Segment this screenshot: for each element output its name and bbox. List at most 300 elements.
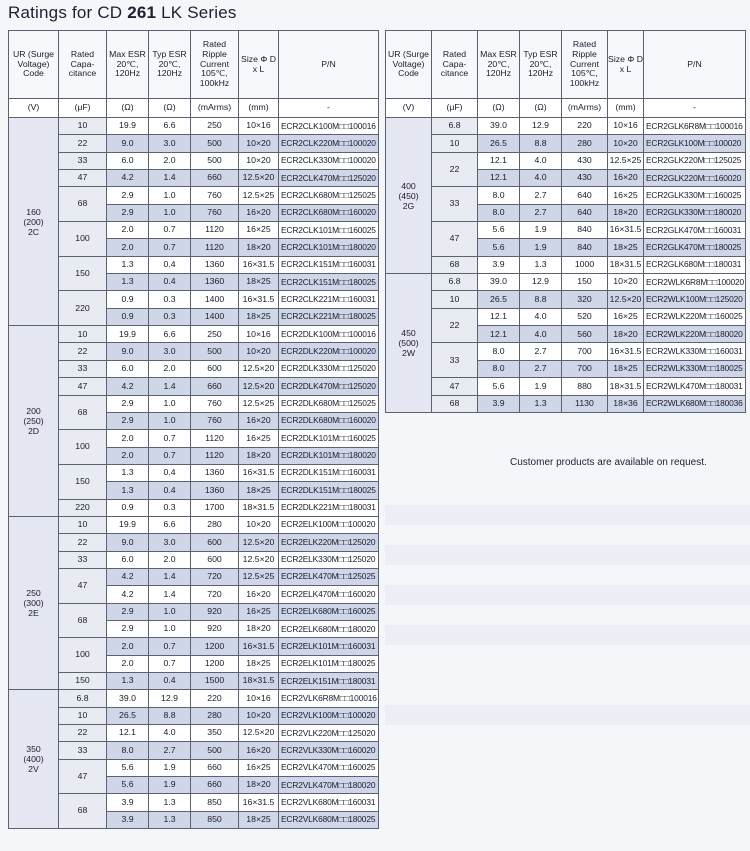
table-row — [9, 343, 379, 360]
voltage-code-cell: 400 (450) 2G — [386, 118, 432, 274]
ripple-cell: 1360 — [191, 256, 239, 273]
size-cell: 16×25 — [239, 603, 279, 620]
size-cell: 10×20 — [239, 343, 279, 360]
typ-esr-cell: 1.3 — [149, 811, 191, 828]
max-esr-cell: 39.0 — [478, 118, 520, 135]
ripple-cell: 760 — [191, 412, 239, 429]
part-number-cell: ECR2DLK330M□□125020 — [279, 360, 379, 377]
unit-max-esr: (Ω) — [478, 99, 520, 118]
capacitance-cell: 33 — [59, 360, 107, 377]
capacitance-cell: 220 — [59, 291, 107, 326]
typ-esr-cell: 1.9 — [149, 759, 191, 776]
max-esr-cell: 26.5 — [478, 135, 520, 152]
part-number-cell: ECR2GLK6R8M□□100016 — [644, 118, 746, 135]
size-cell: 16×20 — [239, 412, 279, 429]
page-title: Ratings for CD 261 LK Series — [8, 3, 237, 22]
size-cell: 12.5×25 — [239, 187, 279, 204]
capacitance-cell: 150 — [59, 464, 107, 499]
max-esr-cell: 5.6 — [478, 222, 520, 239]
part-number-cell: ECR2ELK100M□□100020 — [279, 516, 379, 533]
typ-esr-cell: 8.8 — [520, 291, 562, 308]
size-cell: 18×25 — [608, 239, 644, 256]
max-esr-cell: 6.0 — [107, 360, 149, 377]
ripple-cell: 880 — [562, 378, 608, 395]
size-cell: 12.5×20 — [608, 291, 644, 308]
table-row — [9, 638, 379, 655]
header-ripple-current: Rated Ripple Current 105℃, 100kHz — [191, 31, 239, 99]
max-esr-cell: 6.0 — [107, 152, 149, 169]
ripple-cell: 220 — [562, 118, 608, 135]
typ-esr-cell: 6.6 — [149, 326, 191, 343]
size-cell: 16×31.5 — [239, 291, 279, 308]
ripple-cell: 1500 — [191, 673, 239, 690]
table-row — [9, 673, 379, 690]
capacitance-cell: 100 — [59, 430, 107, 465]
ripple-cell: 1360 — [191, 482, 239, 499]
voltage-code-cell: 160 (200) 2C — [9, 118, 59, 326]
typ-esr-cell: 1.4 — [149, 170, 191, 187]
size-cell: 16×25 — [239, 430, 279, 447]
size-cell: 18×31.5 — [608, 256, 644, 273]
max-esr-cell: 6.0 — [107, 551, 149, 568]
capacitance-cell: 6.8 — [59, 690, 107, 707]
typ-esr-cell: 12.9 — [149, 690, 191, 707]
header-surge-voltage: UR (Surge Voltage) Code — [386, 31, 432, 99]
size-cell: 18×20 — [239, 447, 279, 464]
capacitance-cell: 33 — [432, 187, 478, 222]
part-number-cell: ECR2GLK330M□□160025 — [644, 187, 746, 204]
voltage-code-cell: 250 (300) 2E — [9, 516, 59, 689]
capacitance-cell: 10 — [59, 326, 107, 343]
table-row — [9, 464, 379, 481]
table-row — [9, 326, 379, 343]
ripple-cell: 1120 — [191, 447, 239, 464]
max-esr-cell: 1.3 — [107, 482, 149, 499]
capacitance-cell: 22 — [432, 308, 478, 343]
size-cell: 16×31.5 — [239, 638, 279, 655]
table-row — [386, 343, 746, 360]
ripple-cell: 1700 — [191, 499, 239, 516]
ripple-cell: 660 — [191, 777, 239, 794]
part-number-cell: ECR2DLK680M□□125025 — [279, 395, 379, 412]
table-row — [9, 395, 379, 412]
part-number-cell: ECR2DLK100M□□100016 — [279, 326, 379, 343]
capacitance-cell: 22 — [59, 534, 107, 551]
part-number-cell: ECR2VLK220M□□125020 — [279, 725, 379, 742]
ripple-cell: 920 — [191, 603, 239, 620]
ripple-cell: 660 — [191, 759, 239, 776]
part-number-cell: ECR2ELK470M□□125025 — [279, 568, 379, 585]
size-cell: 18×31.5 — [239, 673, 279, 690]
size-cell: 18×36 — [608, 395, 644, 412]
header-capacitance: Rated Capa- citance — [432, 31, 478, 99]
part-number-cell: ECR2ELK680M□□160025 — [279, 603, 379, 620]
max-esr-cell: 26.5 — [107, 707, 149, 724]
ripple-cell: 560 — [562, 326, 608, 343]
ripple-cell: 600 — [191, 360, 239, 377]
part-number-cell: ECR2GLK470M□□160031 — [644, 222, 746, 239]
part-number-cell: ECR2CLK680M□□160020 — [279, 204, 379, 221]
part-number-cell: ECR2CLK221M□□180025 — [279, 308, 379, 325]
size-cell: 16×31.5 — [239, 794, 279, 811]
typ-esr-cell: 1.9 — [520, 222, 562, 239]
typ-esr-cell: 4.0 — [520, 326, 562, 343]
table-row — [9, 360, 379, 377]
typ-esr-cell: 1.9 — [149, 777, 191, 794]
ripple-cell: 850 — [191, 811, 239, 828]
part-number-cell: ECR2WLK100M□□125020 — [644, 291, 746, 308]
max-esr-cell: 3.9 — [107, 811, 149, 828]
table-row — [9, 135, 379, 152]
part-number-cell: ECR2DLK101M□□160025 — [279, 430, 379, 447]
max-esr-cell: 3.9 — [107, 794, 149, 811]
ripple-cell: 640 — [562, 204, 608, 221]
size-cell: 18×20 — [239, 620, 279, 637]
max-esr-cell: 1.3 — [107, 464, 149, 481]
typ-esr-cell: 0.4 — [149, 482, 191, 499]
ratings-table-left — [8, 30, 379, 829]
size-cell: 18×25 — [239, 655, 279, 672]
max-esr-cell: 39.0 — [107, 690, 149, 707]
unit-voltage: (V) — [9, 99, 59, 118]
ripple-cell: 660 — [191, 378, 239, 395]
ripple-cell: 430 — [562, 152, 608, 169]
capacitance-cell: 10 — [432, 135, 478, 152]
size-cell: 10×16 — [239, 118, 279, 135]
size-cell: 12.5×20 — [239, 360, 279, 377]
typ-esr-cell: 0.4 — [149, 256, 191, 273]
ripple-cell: 150 — [562, 274, 608, 291]
part-number-cell: ECR2ELK151M□□180031 — [279, 673, 379, 690]
typ-esr-cell: 12.9 — [520, 274, 562, 291]
ripple-cell: 720 — [191, 568, 239, 585]
max-esr-cell: 9.0 — [107, 534, 149, 551]
table-row — [9, 551, 379, 568]
ripple-cell: 700 — [562, 360, 608, 377]
typ-esr-cell: 6.6 — [149, 118, 191, 135]
table-row — [9, 152, 379, 169]
part-number-cell: ECR2WLK330M□□180025 — [644, 360, 746, 377]
max-esr-cell: 2.9 — [107, 620, 149, 637]
size-cell: 16×31.5 — [608, 343, 644, 360]
part-number-cell: ECR2WLK470M□□180031 — [644, 378, 746, 395]
header-typ-esr: Typ ESR 20℃, 120Hz — [520, 31, 562, 99]
typ-esr-cell: 1.9 — [520, 378, 562, 395]
size-cell: 18×25 — [608, 360, 644, 377]
typ-esr-cell: 1.9 — [520, 239, 562, 256]
unit-capacitance: (μF) — [59, 99, 107, 118]
size-cell: 18×31.5 — [239, 499, 279, 516]
max-esr-cell: 9.0 — [107, 135, 149, 152]
size-cell: 10×20 — [239, 516, 279, 533]
typ-esr-cell: 2.0 — [149, 152, 191, 169]
size-cell: 10×20 — [239, 135, 279, 152]
capacitance-cell: 6.8 — [432, 118, 478, 135]
ripple-cell: 600 — [191, 551, 239, 568]
size-cell: 12.5×25 — [608, 152, 644, 169]
ratings-table-right — [385, 30, 746, 413]
capacitance-cell: 33 — [432, 343, 478, 378]
typ-esr-cell: 0.7 — [149, 222, 191, 239]
capacitance-cell: 33 — [59, 152, 107, 169]
unit-size: (mm) — [239, 99, 279, 118]
max-esr-cell: 0.9 — [107, 499, 149, 516]
part-number-cell: ECR2VLK470M□□180020 — [279, 777, 379, 794]
table-row — [9, 430, 379, 447]
table-row — [386, 152, 746, 169]
table-row — [9, 256, 379, 273]
size-cell: 16×20 — [239, 586, 279, 603]
max-esr-cell: 12.1 — [478, 326, 520, 343]
typ-esr-cell: 12.9 — [520, 118, 562, 135]
size-cell: 16×25 — [239, 759, 279, 776]
max-esr-cell: 9.0 — [107, 343, 149, 360]
capacitance-cell: 6.8 — [432, 274, 478, 291]
capacitance-cell: 10 — [432, 291, 478, 308]
table-row — [9, 534, 379, 551]
size-cell: 18×20 — [239, 239, 279, 256]
table-row — [386, 308, 746, 325]
voltage-code-cell: 450 (500) 2W — [386, 274, 432, 413]
header-size: Size Φ D x L — [239, 31, 279, 99]
max-esr-cell: 3.9 — [478, 395, 520, 412]
size-cell: 10×20 — [239, 152, 279, 169]
capacitance-cell: 68 — [59, 794, 107, 829]
max-esr-cell: 2.0 — [107, 239, 149, 256]
max-esr-cell: 8.0 — [478, 204, 520, 221]
ripple-cell: 500 — [191, 152, 239, 169]
size-cell: 16×31.5 — [608, 222, 644, 239]
header-typ-esr: Typ ESR 20℃, 120Hz — [149, 31, 191, 99]
table-row — [386, 118, 746, 135]
size-cell: 10×20 — [608, 135, 644, 152]
part-number-cell: ECR2DLK220M□□100020 — [279, 343, 379, 360]
ripple-cell: 1000 — [562, 256, 608, 273]
table-row — [9, 725, 379, 742]
ripple-cell: 760 — [191, 204, 239, 221]
max-esr-cell: 19.9 — [107, 118, 149, 135]
unit-voltage: (V) — [386, 99, 432, 118]
max-esr-cell: 2.0 — [107, 222, 149, 239]
ripple-cell: 250 — [191, 326, 239, 343]
part-number-cell: ECR2CLK100M□□100016 — [279, 118, 379, 135]
typ-esr-cell: 1.4 — [149, 378, 191, 395]
capacitance-cell: 100 — [59, 638, 107, 673]
header-part-number: P/N — [644, 31, 746, 99]
part-number-cell: ECR2ELK680M□□180020 — [279, 620, 379, 637]
max-esr-cell: 4.2 — [107, 170, 149, 187]
table-row — [386, 135, 746, 152]
header-max-esr: Max ESR 20℃, 120Hz — [478, 31, 520, 99]
max-esr-cell: 2.9 — [107, 395, 149, 412]
table-row — [9, 707, 379, 724]
part-number-cell: ECR2VLK330M□□160020 — [279, 742, 379, 759]
max-esr-cell: 12.1 — [478, 152, 520, 169]
size-cell: 18×25 — [239, 811, 279, 828]
max-esr-cell: 5.6 — [478, 378, 520, 395]
ripple-cell: 1130 — [562, 395, 608, 412]
typ-esr-cell: 3.0 — [149, 135, 191, 152]
typ-esr-cell: 1.3 — [149, 794, 191, 811]
part-number-cell: ECR2CLK101M□□160025 — [279, 222, 379, 239]
typ-esr-cell: 0.4 — [149, 274, 191, 291]
unit-typ-esr: (Ω) — [149, 99, 191, 118]
ripple-cell: 1400 — [191, 308, 239, 325]
part-number-cell: ECR2CLK470M□□125020 — [279, 170, 379, 187]
table-row — [9, 794, 379, 811]
part-number-cell: ECR2ELK101M□□160031 — [279, 638, 379, 655]
size-cell: 16×20 — [608, 170, 644, 187]
max-esr-cell: 2.9 — [107, 204, 149, 221]
ripple-cell: 430 — [562, 170, 608, 187]
unit-part-number: - — [644, 99, 746, 118]
max-esr-cell: 19.9 — [107, 326, 149, 343]
header-surge-voltage: UR (Surge Voltage) Code — [9, 31, 59, 99]
ripple-cell: 850 — [191, 794, 239, 811]
max-esr-cell: 39.0 — [478, 274, 520, 291]
max-esr-cell: 1.3 — [107, 256, 149, 273]
typ-esr-cell: 1.0 — [149, 603, 191, 620]
capacitance-cell: 47 — [59, 568, 107, 603]
capacitance-cell: 68 — [432, 395, 478, 412]
size-cell: 16×20 — [239, 742, 279, 759]
part-number-cell: ECR2WLK220M□□180020 — [644, 326, 746, 343]
ripple-cell: 1120 — [191, 239, 239, 256]
part-number-cell: ECR2VLK470M□□160025 — [279, 759, 379, 776]
max-esr-cell: 4.2 — [107, 586, 149, 603]
capacitance-cell: 10 — [59, 516, 107, 533]
size-cell: 12.5×25 — [239, 568, 279, 585]
typ-esr-cell: 3.0 — [149, 343, 191, 360]
size-cell: 10×16 — [239, 326, 279, 343]
table-row — [9, 516, 379, 533]
capacitance-cell: 22 — [59, 343, 107, 360]
typ-esr-cell: 4.0 — [520, 308, 562, 325]
table-row — [386, 222, 746, 239]
size-cell: 18×20 — [608, 326, 644, 343]
capacitance-cell: 47 — [59, 378, 107, 395]
table-row — [9, 291, 379, 308]
table-row — [9, 187, 379, 204]
part-number-cell: ECR2DLK221M□□180031 — [279, 499, 379, 516]
size-cell: 18×25 — [239, 274, 279, 291]
typ-esr-cell: 2.0 — [149, 551, 191, 568]
unit-part-number: - — [279, 99, 379, 118]
part-number-cell: ECR2DLK151M□□180025 — [279, 482, 379, 499]
size-cell: 10×20 — [608, 274, 644, 291]
size-cell: 16×20 — [239, 204, 279, 221]
size-cell: 16×25 — [608, 308, 644, 325]
part-number-cell: ECR2GLK470M□□180025 — [644, 239, 746, 256]
max-esr-cell: 4.2 — [107, 378, 149, 395]
part-number-cell: ECR2GLK100M□□100020 — [644, 135, 746, 152]
max-esr-cell: 2.0 — [107, 447, 149, 464]
part-number-cell: ECR2CLK151M□□160031 — [279, 256, 379, 273]
ripple-cell: 700 — [562, 343, 608, 360]
typ-esr-cell: 1.0 — [149, 412, 191, 429]
max-esr-cell: 2.9 — [107, 412, 149, 429]
unit-typ-esr: (Ω) — [520, 99, 562, 118]
capacitance-cell: 22 — [59, 135, 107, 152]
part-number-cell: ECR2VLK6R8M□□100016 — [279, 690, 379, 707]
typ-esr-cell: 8.8 — [149, 707, 191, 724]
ripple-cell: 760 — [191, 187, 239, 204]
size-cell: 16×31.5 — [239, 256, 279, 273]
part-number-cell: ECR2GLK680M□□180031 — [644, 256, 746, 273]
size-cell: 12.5×20 — [239, 170, 279, 187]
typ-esr-cell: 1.4 — [149, 586, 191, 603]
table-row — [9, 742, 379, 759]
header-capacitance: Rated Capa- citance — [59, 31, 107, 99]
typ-esr-cell: 1.3 — [520, 256, 562, 273]
max-esr-cell: 3.9 — [478, 256, 520, 273]
capacitance-cell: 47 — [59, 170, 107, 187]
voltage-code-cell: 200 (250) 2D — [9, 326, 59, 517]
typ-esr-cell: 1.0 — [149, 204, 191, 221]
size-cell: 18×25 — [239, 482, 279, 499]
ripple-cell: 1120 — [191, 430, 239, 447]
size-cell: 12.5×25 — [239, 395, 279, 412]
customer-note: Customer products are available on request. — [510, 457, 707, 468]
size-cell: 12.5×20 — [239, 534, 279, 551]
max-esr-cell: 5.6 — [107, 759, 149, 776]
ripple-cell: 760 — [191, 395, 239, 412]
ripple-cell: 350 — [191, 725, 239, 742]
max-esr-cell: 1.3 — [107, 673, 149, 690]
size-cell: 12.5×20 — [239, 725, 279, 742]
part-number-cell: ECR2ELK470M□□160020 — [279, 586, 379, 603]
capacitance-cell: 150 — [59, 673, 107, 690]
capacitance-cell: 68 — [59, 603, 107, 638]
ripple-cell: 280 — [191, 516, 239, 533]
size-cell: 18×31.5 — [608, 378, 644, 395]
typ-esr-cell: 1.4 — [149, 568, 191, 585]
part-number-cell: ECR2GLK220M□□160020 — [644, 170, 746, 187]
size-cell: 16×31.5 — [239, 464, 279, 481]
max-esr-cell: 2.0 — [107, 655, 149, 672]
part-number-cell: ECR2DLK151M□□160031 — [279, 464, 379, 481]
typ-esr-cell: 0.3 — [149, 308, 191, 325]
size-cell: 12.5×20 — [239, 378, 279, 395]
part-number-cell: ECR2WLK680M□□180036 — [644, 395, 746, 412]
ripple-cell: 1120 — [191, 222, 239, 239]
typ-esr-cell: 3.0 — [149, 534, 191, 551]
capacitance-cell: 22 — [59, 725, 107, 742]
typ-esr-cell: 0.7 — [149, 447, 191, 464]
max-esr-cell: 5.6 — [478, 239, 520, 256]
ripple-cell: 600 — [191, 534, 239, 551]
table-row — [9, 222, 379, 239]
typ-esr-cell: 0.4 — [149, 464, 191, 481]
part-number-cell: ECR2ELK330M□□125020 — [279, 551, 379, 568]
table-row — [9, 690, 379, 707]
ripple-cell: 250 — [191, 118, 239, 135]
max-esr-cell: 12.1 — [478, 170, 520, 187]
typ-esr-cell: 4.0 — [520, 170, 562, 187]
ripple-cell: 720 — [191, 586, 239, 603]
table-row — [386, 274, 746, 291]
part-number-cell: ECR2VLK680M□□180025 — [279, 811, 379, 828]
typ-esr-cell: 6.6 — [149, 516, 191, 533]
max-esr-cell: 8.0 — [107, 742, 149, 759]
capacitance-cell: 68 — [59, 395, 107, 430]
size-cell: 10×20 — [239, 707, 279, 724]
max-esr-cell: 2.0 — [107, 638, 149, 655]
size-cell: 18×20 — [239, 777, 279, 794]
typ-esr-cell: 0.7 — [149, 239, 191, 256]
capacitance-cell: 22 — [432, 152, 478, 187]
capacitance-cell: 220 — [59, 499, 107, 516]
